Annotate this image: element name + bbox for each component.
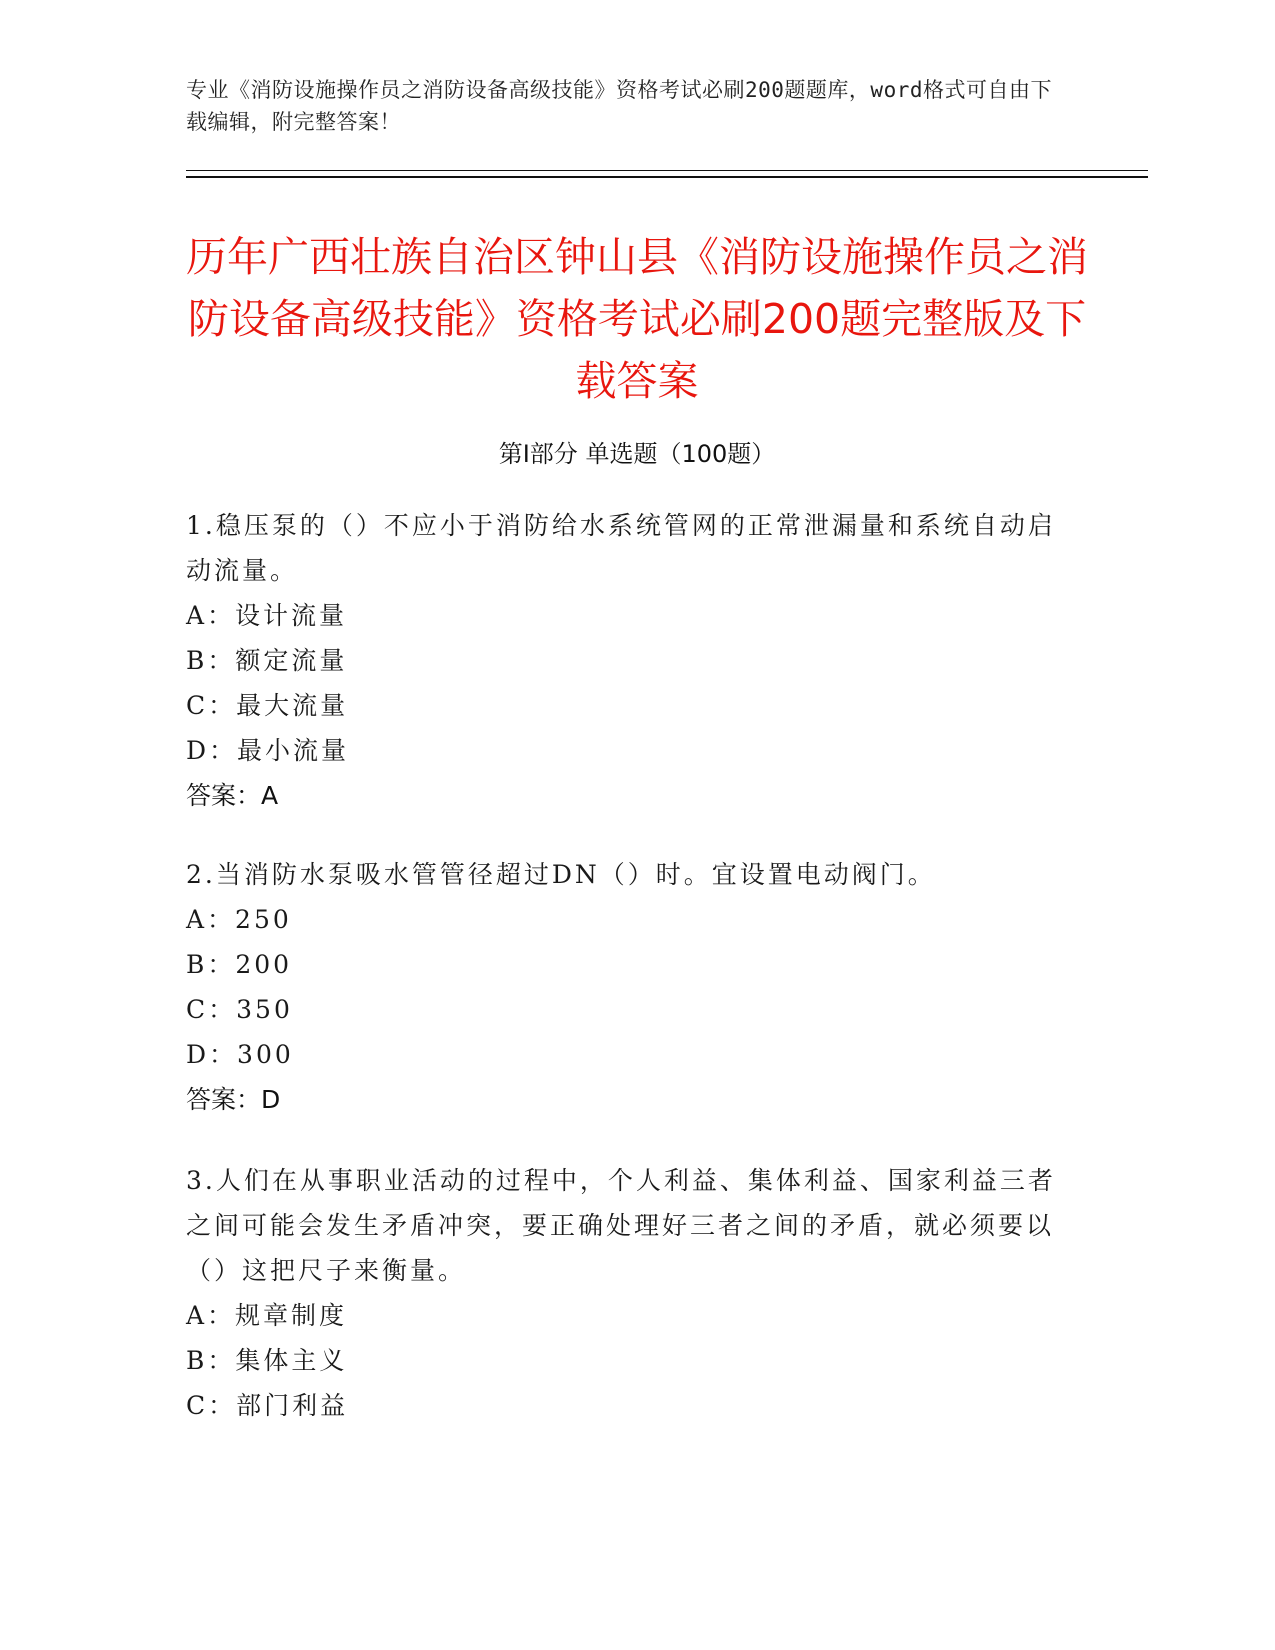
option-b: B：集体主义 bbox=[186, 1346, 348, 1375]
option-c: C：最大流量 bbox=[186, 691, 349, 720]
header-rule-thin bbox=[186, 170, 1148, 171]
option-c: C：350 bbox=[186, 995, 293, 1024]
option-a: A：250 bbox=[186, 905, 292, 934]
question-stem: 3.人们在从事职业活动的过程中，个人利益、集体利益、国家利益三者之间可能会发生矛盾冲突，要正确处理好三者之间的矛盾，就必须要以（）这把尺子来衡量。 bbox=[186, 1166, 1056, 1285]
option-d: D：300 bbox=[186, 1040, 294, 1069]
option-b: B：额定流量 bbox=[186, 646, 348, 675]
option-a: A：规章制度 bbox=[186, 1301, 348, 1330]
question-stem: 2.当消防水泵吸水管管径超过DN（）时。宜设置电动阀门。 bbox=[186, 860, 936, 889]
question-1 bbox=[186, 503, 1066, 818]
document-title: 历年广西壮族自治区钟山县《消防设施操作员之消防设备高级技能》资格考试必刷200题完整版及下载答案 bbox=[186, 233, 1088, 405]
header-rule-thick bbox=[186, 176, 1148, 178]
answer: 答案：A bbox=[186, 781, 279, 810]
question-stem: 1.稳压泵的（）不应小于消防给水系统管网的正常泄漏量和系统自动启动流量。 bbox=[186, 511, 1056, 585]
option-c: C：部门利益 bbox=[186, 1391, 349, 1420]
header-note: 专业《消防设施操作员之消防设备高级技能》资格考试必刷200题题库，word格式可自由下载编辑，附完整答案！ bbox=[186, 78, 1052, 134]
question-3 bbox=[186, 1158, 1066, 1428]
section-heading: 第Ⅰ部分 单选题（100题） bbox=[498, 440, 776, 468]
question-2 bbox=[186, 852, 1066, 1122]
option-d: D：最小流量 bbox=[186, 736, 350, 765]
answer: 答案：D bbox=[186, 1085, 281, 1114]
option-a: A：设计流量 bbox=[186, 601, 348, 630]
option-b: B：200 bbox=[186, 950, 293, 979]
